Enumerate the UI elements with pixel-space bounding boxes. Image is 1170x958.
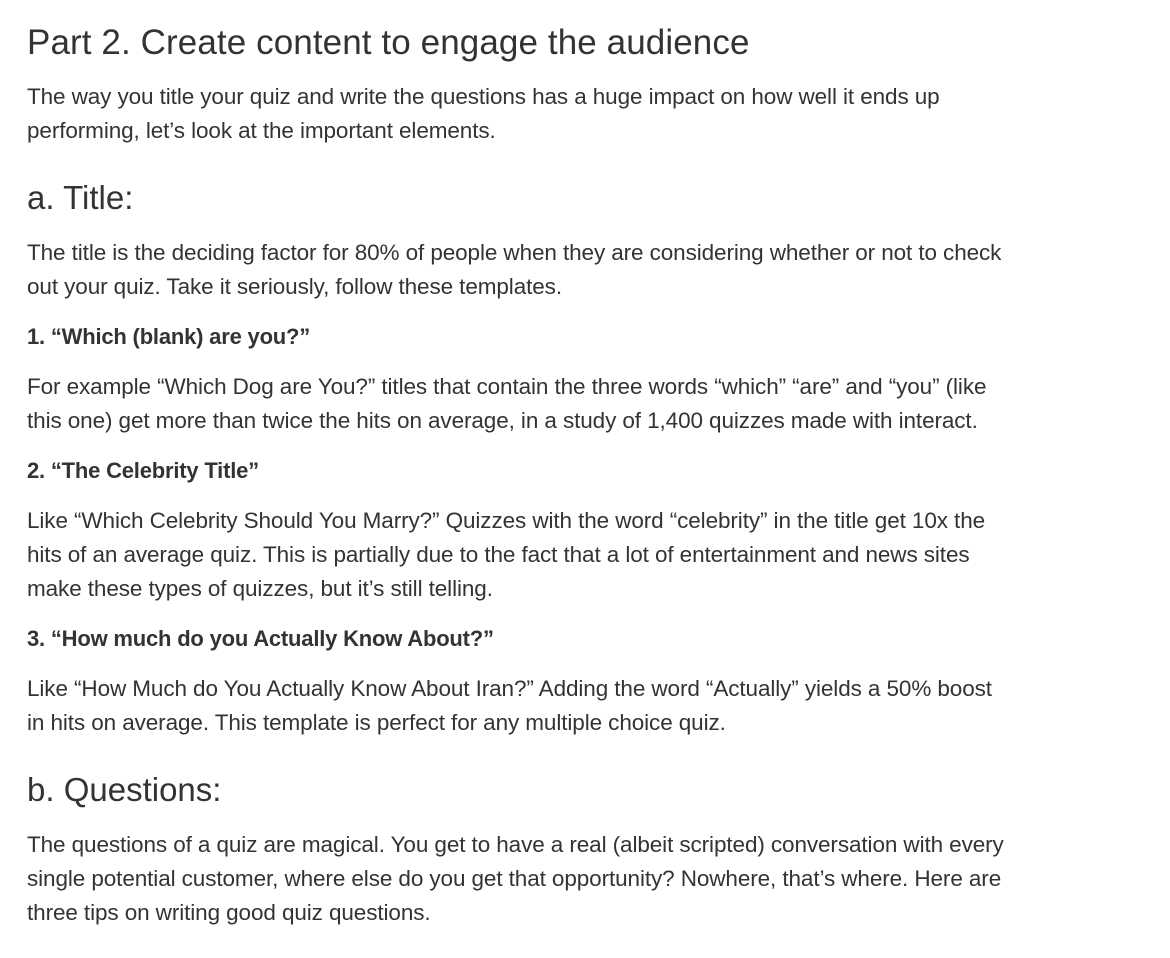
template-item-title: 1. “Which (blank) are you?” [27,324,311,349]
title-section-heading: a. Title: [27,179,134,216]
paragraph-line: out your quiz. Take it seriously, follow these templates. [27,274,562,299]
paragraph-line: hits of an average quiz. This is partially due to the fact that a lot of entertainment and news sites [27,542,970,567]
template-item-body [27,370,986,438]
section-heading: Part 2. Create content to engage the audience [27,23,750,62]
paragraph-line: this one) get more than twice the hits on average, in a study of 1,400 quizzes made with interact. [27,408,978,433]
paragraph-line: three tips on writing good quiz questions. [27,900,431,925]
paragraph-line: For example “Which Dog are You?” titles that contain the three words “which” “are” and “you” (like [27,374,987,399]
questions-section-intro [27,828,1004,930]
paragraph-line: Like “Which Celebrity Should You Marry?” Quizzes with the word “celebrity” in the title get 10x the [27,508,986,533]
paragraph-line: The questions of a quiz are magical. You get to have a real (albeit scripted) conversation with every [27,832,1004,857]
paragraph-line: The way you title your quiz and write the questions has a huge impact on how well it ends up [27,84,940,109]
paragraph-line: The title is the deciding factor for 80% of people when they are considering whether or not to check [27,240,1002,265]
paragraph-line: Like “How Much do You Actually Know About Iran?” Adding the word “Actually” yields a 50% boost [27,676,992,701]
paragraph-line: single potential customer, where else do you get that opportunity? Nowhere, that’s where. Here are [27,866,1002,891]
paragraph-line: in hits on average. This template is perfect for any multiple choice quiz. [27,710,726,735]
template-item-body [27,672,992,740]
template-item-title: 2. “The Celebrity Title” [27,458,259,483]
template-item-title: 3. “How much do you Actually Know About?” [27,626,494,651]
paragraph-line: performing, let’s look at the important elements. [27,118,496,143]
questions-section-heading: b. Questions: [27,771,222,808]
paragraph-line: make these types of quizzes, but it’s still telling. [27,576,493,601]
template-item-body [27,504,985,606]
section-intro [27,80,940,148]
title-section-intro [27,236,1001,304]
